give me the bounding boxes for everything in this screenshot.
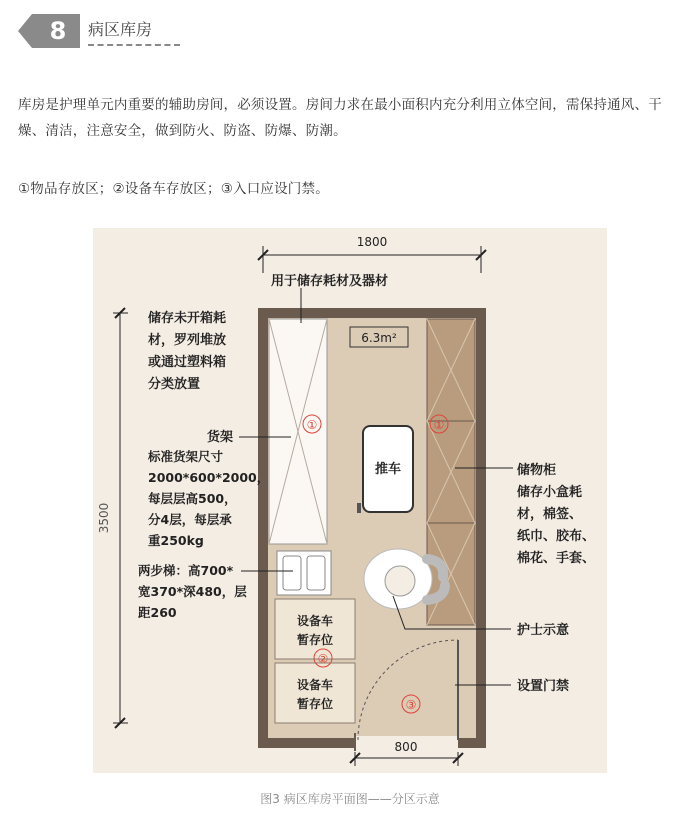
equipment-slot (275, 599, 355, 659)
cabinet-note-line-4: 纸巾、胶布、 (517, 529, 596, 544)
zone-2-marker: ② (317, 652, 329, 666)
left-note-line-1: 储存未开箱耗 (148, 311, 227, 326)
shelf-spec-line-1: 标准货架尺寸 (148, 449, 224, 464)
cabinet-note-line-3: 材，棉签、 (517, 507, 583, 522)
shelf-spec-line-5: 重250kg (148, 533, 204, 548)
dimension-width: 1800 (356, 235, 388, 249)
floor-plan-figure (93, 228, 607, 773)
section-title: 病区库房 (88, 20, 153, 39)
section-number: 8 (49, 17, 67, 45)
left-note-line-2: 材，罗列堆放 (148, 333, 227, 348)
cabinet-note-line-1: 储物柜 (517, 463, 557, 478)
equip-slot-label-1a: 设备车 (296, 614, 334, 628)
ladder-note-line-1: 两步梯：高700* (138, 563, 234, 578)
dimension-bottom (350, 752, 463, 766)
shelf-spec-line-4: 分4层，每层承 (148, 512, 232, 527)
dimension-height: 3500 (97, 502, 111, 534)
equip-slot-label-1b: 暂存位 (296, 633, 334, 647)
cart-label: 推车 (374, 462, 402, 477)
title-underline (88, 44, 180, 46)
dimension-door: 800 (394, 740, 418, 754)
intro-paragraph: 库房是护理单元内重要的辅助房间，必须设置。房间力求在最小面积内充分利用立体空间，需保持通风、干燥、清洁，注意安全，做到防火、防盗、防爆、防潮。 (18, 97, 662, 139)
top-label: 用于储存耗材及器材 (271, 274, 389, 289)
equipment-slot (275, 663, 355, 723)
dimension-top (258, 246, 486, 273)
section-header (18, 12, 318, 52)
equip-slot-label-2b: 暂存位 (296, 697, 334, 711)
nurse-label: 护士示意 (517, 623, 570, 638)
cabinet-note-line-5: 棉花、手套、 (517, 551, 596, 566)
zone-legend-paragraph: ①物品存放区；②设备车存放区；③入口应设门禁。 (18, 181, 329, 197)
cabinet-note-line-2: 储存小盒耗 (517, 485, 583, 500)
shelf-spec-line-2: 2000*600*2000， (148, 470, 270, 485)
ladder-note-line-2: 宽370*深480，层 (138, 584, 247, 599)
dimension-left (113, 308, 128, 728)
area-label: 6.3m² (361, 331, 397, 345)
left-note-line-4: 分类放置 (148, 377, 201, 392)
ladder-note-line-3: 距260 (138, 605, 177, 620)
zone-3-marker: ③ (405, 698, 417, 712)
figure-caption: 图3 病区库房平面图——分区示意 (260, 792, 440, 806)
zone-1-marker: ① (306, 418, 318, 432)
shelf-label: 货架 (207, 430, 234, 445)
access-control-label: 设置门禁 (517, 679, 570, 694)
equip-slot-label-2a: 设备车 (296, 678, 334, 692)
left-note-line-3: 或通过塑料箱 (148, 355, 227, 370)
zone-1-marker-cabinet: ① (433, 418, 445, 432)
floor-plan-svg (93, 228, 607, 773)
shelf-spec-line-3: 每层层高500， (148, 491, 237, 506)
